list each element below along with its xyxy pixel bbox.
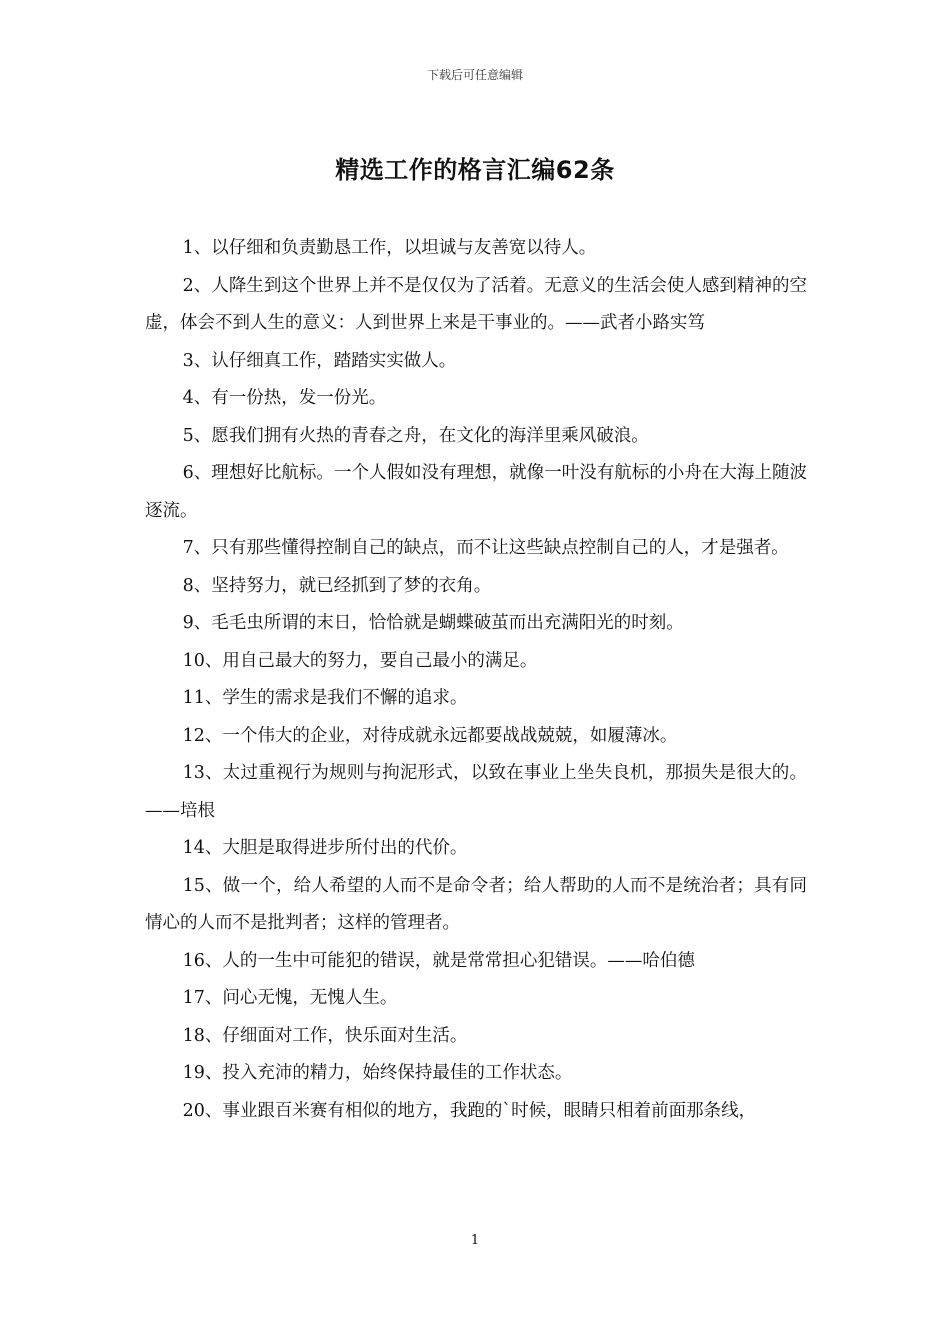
paragraph: 11、学生的需求是我们不懈的追求。 <box>182 688 468 708</box>
paragraph: 10、用自己最大的努力，要自己最小的满足。 <box>182 650 538 671</box>
paragraph: 15、做一个，给人希望的人而不是命令者；给人帮助的人而不是统治者；具有同情心的人而不是批判者；这样的管理者。 <box>145 875 807 933</box>
paragraph: 4、有一份热，发一份光。 <box>182 388 387 408</box>
paragraph: 9、毛毛虫所谓的末日，恰恰就是蝴蝶破茧而出充满阳光的时刻。 <box>182 613 684 633</box>
paragraph: 7、只有那些懂得控制自己的缺点，而不让这些缺点控制自己的人，才是强者。 <box>182 538 789 558</box>
paragraph: 6、理想好比航标。一个人假如没有理想，就像一叶没有航标的小舟在大海上随波逐流。 <box>145 463 807 521</box>
paragraph: 20、事业跟百米赛有相似的地方，我跑的`时候，眼睛只相着前面那条线， <box>182 1100 757 1121</box>
paragraph: 5、愿我们拥有火热的青春之舟，在文化的海洋里乘风破浪。 <box>182 425 649 446</box>
document-title: 精选工作的格言汇编62条 <box>335 156 615 184</box>
paragraph: 19、投入充沛的精力，始终保持最佳的工作状态。 <box>182 1063 573 1083</box>
page-header: 下载后可任意编辑 <box>426 68 523 82</box>
page-number: 1 <box>470 1233 480 1248</box>
paragraph: 3、认仔细真工作，踏踏实实做人。 <box>182 350 457 371</box>
paragraph: 1、以仔细和负责勤恳工作，以坦诚与友善宽以待人。 <box>182 238 597 258</box>
paragraph: 14、大胆是取得进步所付出的代价。 <box>182 838 468 858</box>
paragraph: 17、问心无愧，无愧人生。 <box>182 988 398 1008</box>
paragraph: 8、坚持努力，就已经抓到了梦的衣角。 <box>182 575 492 596</box>
paragraph: 12、一个伟大的企业，对待成就永远都要战战兢兢，如履薄冰。 <box>182 725 678 746</box>
paragraph: 2、人降生到这个世界上并不是仅仅为了活着。无意义的生活会使人感到精神的空虚，体会不到人生的意义：人到世界上来是干事业的。——武者小路实笃 <box>145 275 807 333</box>
paragraph: 16、人的一生中可能犯的错误，就是常常担心犯错误。——哈伯德 <box>182 950 695 971</box>
paragraph: 13、太过重视行为规则与拘泥形式，以致在事业上坐失良机，那损失是很大的。——培根 <box>145 763 807 821</box>
document-body <box>145 230 807 1130</box>
paragraph: 18、仔细面对工作，快乐面对生活。 <box>182 1025 468 1046</box>
